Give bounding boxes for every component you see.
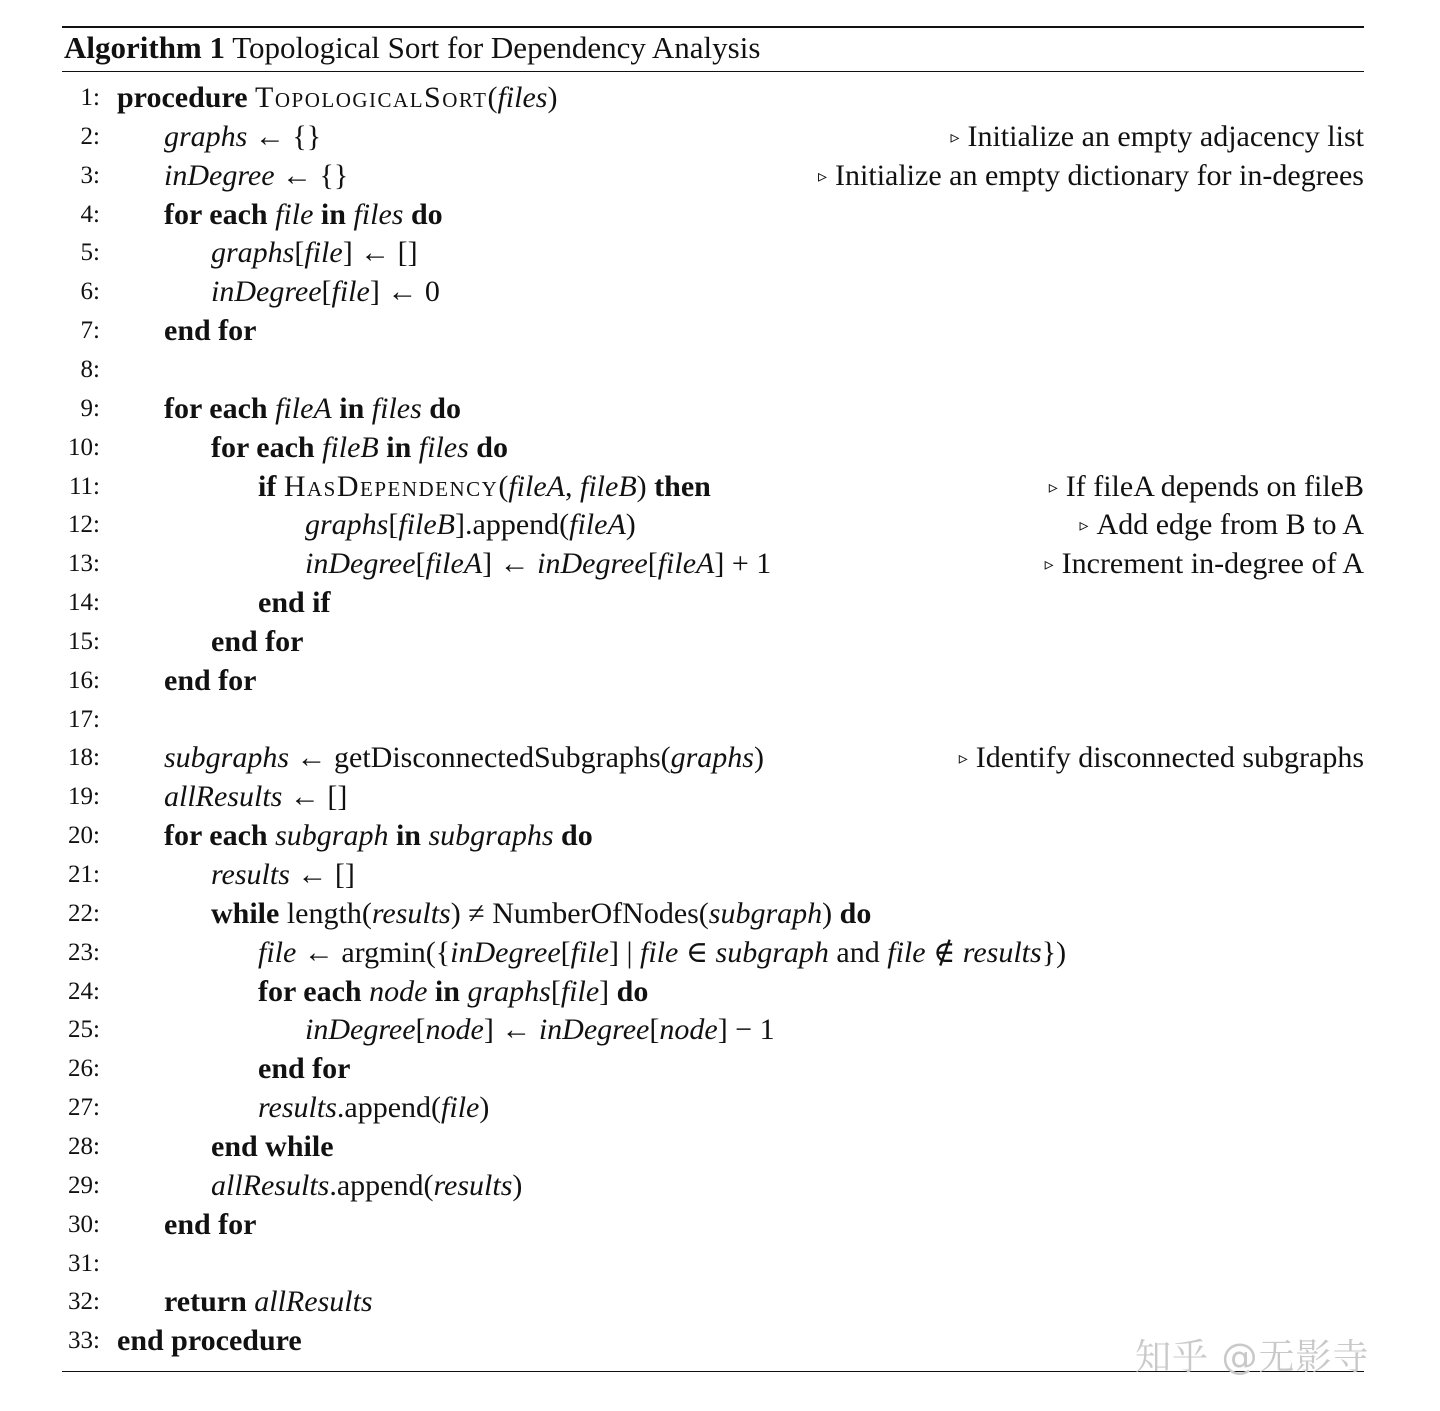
- code-text: ← {}: [247, 119, 322, 153]
- algorithm-line: [0, 544, 1440, 583]
- line-comment: [959, 738, 1364, 781]
- comment-triangle-icon: ▹: [950, 126, 960, 147]
- code-text: [: [647, 547, 658, 581]
- algorithm-caption: [64, 27, 760, 69]
- line-code: [164, 777, 347, 816]
- code-text: [268, 198, 276, 231]
- variable: inDegree: [211, 275, 322, 309]
- variable: fileB: [398, 508, 456, 542]
- line-code: [164, 1282, 373, 1321]
- code-text: ] + 1: [714, 547, 772, 581]
- line-code: [305, 1010, 775, 1049]
- code-text: [313, 198, 321, 231]
- line-number: 22:: [68, 899, 100, 927]
- keyword: for each: [211, 430, 315, 464]
- algorithm-line: [0, 855, 1440, 894]
- algorithm-line: [0, 78, 1440, 117]
- variable: fileA: [425, 547, 483, 581]
- line-number: 25:: [68, 1016, 100, 1044]
- algorithm-line: [0, 428, 1440, 467]
- code-text: [: [321, 275, 332, 309]
- variable: graphs: [305, 508, 389, 542]
- keyword: end while: [211, 1129, 334, 1163]
- variable: inDegree: [305, 1013, 416, 1047]
- line-code: [305, 544, 771, 583]
- code-text: (: [487, 81, 498, 114]
- line-number: 9:: [80, 394, 100, 422]
- code-text: [248, 81, 256, 114]
- algorithm-line: [0, 467, 1440, 506]
- variable: fileB: [322, 430, 379, 464]
- line-code: [258, 972, 648, 1011]
- zhihu-watermark: 知乎 @无影寺: [1135, 1337, 1370, 1378]
- code-text: ] ← 0: [369, 275, 440, 309]
- variable: file: [560, 974, 600, 1008]
- line-number: 28:: [68, 1132, 100, 1160]
- keyword: do: [839, 896, 872, 930]
- line-code: [211, 272, 440, 311]
- variable: graphs: [164, 119, 248, 153]
- line-code: [164, 389, 461, 428]
- line-number: 26:: [68, 1055, 100, 1083]
- algorithm-line: [0, 933, 1440, 972]
- line-code: [258, 1049, 351, 1088]
- comment-triangle-icon: ▹: [958, 748, 968, 769]
- code-text: ): [625, 508, 636, 542]
- line-number: 30:: [68, 1210, 100, 1238]
- keyword: end for: [211, 624, 304, 658]
- line-code: [258, 583, 331, 622]
- line-number: 20:: [68, 822, 100, 850]
- code-text: ] ←: [482, 547, 538, 581]
- line-code: [211, 855, 355, 894]
- variable: fileA: [569, 508, 626, 542]
- line-number: 11:: [68, 472, 100, 500]
- variable: inDegree: [305, 547, 416, 581]
- keyword: in: [339, 391, 365, 425]
- code-text: and: [828, 935, 888, 969]
- line-code: [164, 117, 321, 156]
- code-text: ← {}: [274, 158, 349, 192]
- line-number: 5:: [80, 239, 100, 267]
- keyword: do: [410, 197, 443, 231]
- algorithm-line: [0, 583, 1440, 622]
- keyword: for each: [164, 819, 268, 853]
- keyword: do: [429, 391, 461, 425]
- variable: files: [371, 391, 422, 425]
- code-text: ] |: [609, 935, 640, 969]
- procedure-name: TopologicalSort: [255, 81, 488, 114]
- code-text: [: [415, 547, 426, 581]
- variable: inDegree: [164, 158, 275, 192]
- line-number: 6:: [80, 278, 100, 306]
- keyword: for each: [258, 974, 362, 1008]
- line-comment: [1079, 505, 1364, 548]
- code-text: [268, 392, 276, 425]
- algorithm-line: [0, 311, 1440, 350]
- line-comment: [950, 117, 1364, 160]
- variable: node: [659, 1013, 718, 1047]
- line-number: 33:: [68, 1327, 100, 1355]
- line-code: [164, 156, 348, 195]
- keyword: for each: [164, 391, 268, 425]
- code-text: ← []: [289, 858, 355, 891]
- comment-text: Increment in-degree of A: [1061, 547, 1364, 581]
- line-number: 4:: [80, 200, 100, 228]
- line-code: [164, 195, 443, 234]
- algorithm-line: [0, 272, 1440, 311]
- variable: results: [371, 896, 451, 930]
- line-number: 14:: [68, 589, 100, 617]
- line-code: [164, 816, 593, 855]
- line-number: 10:: [68, 433, 100, 461]
- variable: file: [441, 1091, 480, 1125]
- keyword: in: [386, 430, 412, 464]
- code-text: ← getDisconnectedSubgraphs(: [289, 741, 671, 775]
- code-text: ∈: [678, 935, 716, 969]
- line-number: 32:: [68, 1288, 100, 1316]
- line-code: [258, 1088, 489, 1127]
- line-number: 13:: [68, 550, 100, 578]
- line-number: 8:: [80, 355, 100, 383]
- algorithm-line: [0, 389, 1440, 428]
- variable: results: [258, 1091, 337, 1125]
- keyword: return: [164, 1285, 247, 1319]
- algorithm-line: [0, 505, 1440, 544]
- algorithm-line: [0, 622, 1440, 661]
- line-number: 19:: [68, 783, 100, 811]
- algorithm-line: [0, 350, 1440, 389]
- variable: file: [275, 197, 314, 231]
- code-text: [403, 198, 411, 231]
- code-text: ] − 1: [717, 1013, 775, 1047]
- line-number: 15:: [68, 627, 100, 655]
- line-code: [117, 78, 557, 117]
- line-number: 3:: [80, 161, 100, 189]
- line-code: [211, 1166, 522, 1205]
- variable: inDegree: [538, 1013, 650, 1047]
- code-text: [: [560, 935, 571, 969]
- code-text: [388, 819, 396, 852]
- code-text: (: [498, 469, 509, 503]
- line-number: 1:: [80, 84, 100, 111]
- algorithm-line: [0, 738, 1440, 777]
- variable: subgraph: [708, 896, 823, 930]
- variable: results: [962, 935, 1042, 969]
- line-number: 7:: [80, 317, 100, 345]
- code-text: ): [636, 469, 655, 503]
- line-code: [258, 467, 711, 506]
- code-text: ← argmin({: [296, 935, 451, 969]
- keyword: procedure: [117, 81, 248, 114]
- variable: file: [887, 935, 926, 969]
- variable: results: [211, 858, 290, 891]
- code-text: ): [547, 81, 558, 114]
- comment-triangle-icon: ▹: [1048, 476, 1058, 497]
- keyword: do: [561, 819, 593, 853]
- variable: file: [331, 275, 370, 309]
- line-code: [258, 933, 1066, 972]
- code-text: .append(: [336, 1091, 442, 1125]
- line-number: 24:: [68, 977, 100, 1005]
- caption-rule: [62, 71, 1364, 72]
- algorithm-line: [0, 972, 1440, 1011]
- algorithm-line: [0, 1049, 1440, 1088]
- comment-text: Initialize an empty adjacency list: [967, 119, 1364, 153]
- code-text: [411, 431, 419, 464]
- line-number: 29:: [68, 1171, 100, 1199]
- procedure-name: HasDependency: [283, 469, 499, 503]
- variable: graphs: [211, 236, 295, 270]
- line-number: 31:: [68, 1249, 100, 1277]
- code-text: [268, 819, 276, 852]
- algorithm-line: [0, 777, 1440, 816]
- line-code: [211, 233, 418, 272]
- variable: files: [353, 197, 404, 231]
- variable: files: [418, 430, 469, 464]
- keyword: do: [476, 430, 508, 464]
- variable: fileA: [275, 391, 332, 425]
- variable: subgraphs: [428, 819, 554, 853]
- keyword: end for: [258, 1052, 351, 1086]
- code-text: [: [415, 1013, 426, 1047]
- variable: graphs: [467, 974, 551, 1008]
- algorithm-line: [0, 661, 1440, 700]
- code-text: [: [550, 974, 561, 1008]
- variable: fileB: [580, 469, 637, 503]
- keyword: end for: [164, 663, 257, 697]
- code-text: ← []: [282, 780, 348, 814]
- code-text: ∉: [925, 935, 963, 969]
- variable: subgraph: [275, 819, 389, 853]
- code-text: length(: [279, 896, 372, 930]
- comment-text: Identify disconnected subgraphs: [975, 741, 1364, 775]
- line-code: [305, 505, 636, 544]
- algorithm-line: [0, 1010, 1440, 1049]
- variable: inDegree: [450, 935, 561, 969]
- variable: node: [369, 974, 428, 1008]
- keyword: end for: [164, 314, 257, 348]
- algorithm-line: [0, 1088, 1440, 1127]
- code-text: [: [294, 236, 305, 270]
- algorithm-line: [0, 700, 1440, 739]
- line-number: 23:: [68, 938, 100, 966]
- code-text: .append(: [329, 1168, 434, 1202]
- line-code: [211, 1127, 334, 1166]
- variable: results: [433, 1168, 513, 1202]
- comment-triangle-icon: ▹: [817, 165, 828, 186]
- algorithm-line: [0, 195, 1440, 234]
- line-number: 27:: [68, 1094, 100, 1122]
- code-text: ,: [565, 469, 580, 503]
- algorithm-label: Algorithm 1: [64, 30, 226, 65]
- line-comment: [1045, 544, 1364, 587]
- keyword: then: [654, 469, 711, 503]
- code-text: }): [1041, 935, 1067, 969]
- code-text: [315, 431, 323, 464]
- variable: files: [497, 81, 548, 114]
- line-code: [117, 1321, 302, 1360]
- variable: file: [304, 236, 343, 270]
- code-text: [427, 975, 435, 1008]
- algorithm-line: [0, 233, 1440, 272]
- keyword: end if: [258, 586, 331, 620]
- keyword: end for: [164, 1207, 257, 1241]
- comment-text: If fileA depends on fileB: [1065, 469, 1364, 503]
- keyword: do: [616, 974, 649, 1008]
- comment-triangle-icon: ▹: [1044, 554, 1054, 575]
- line-number: 18:: [68, 744, 100, 772]
- code-text: ): [822, 896, 840, 930]
- line-code: [164, 1205, 257, 1244]
- line-comment: [818, 156, 1364, 199]
- variable: allResults: [211, 1168, 330, 1202]
- code-text: ): [753, 741, 764, 775]
- line-number: 2:: [80, 122, 100, 150]
- keyword: in: [434, 974, 460, 1008]
- algorithm-line: [0, 894, 1440, 933]
- variable: file: [258, 935, 297, 969]
- line-code: [164, 311, 257, 350]
- line-code: [211, 622, 304, 661]
- keyword: if: [258, 469, 277, 503]
- line-code: [164, 661, 257, 700]
- code-text: ) ≠ NumberOfNodes(: [450, 896, 709, 930]
- code-text: ): [479, 1091, 490, 1125]
- algorithm-line: [0, 1244, 1440, 1283]
- algorithm-line: [0, 1127, 1440, 1166]
- code-text: [362, 975, 370, 1008]
- code-text: ] ←: [483, 1013, 539, 1047]
- line-comment: [1049, 467, 1364, 510]
- algorithm-line: [0, 117, 1440, 156]
- comment-triangle-icon: ▹: [1079, 515, 1089, 536]
- variable: allResults: [164, 780, 283, 814]
- code-text: [: [388, 508, 399, 542]
- keyword: in: [395, 819, 421, 853]
- keyword: while: [211, 896, 280, 930]
- variable: file: [570, 935, 609, 969]
- code-text: [: [649, 1013, 660, 1047]
- variable: subgraphs: [164, 741, 290, 775]
- keyword: for each: [164, 197, 268, 231]
- keyword: in: [320, 197, 346, 231]
- algorithm-line: [0, 1282, 1440, 1321]
- algorithm-line: [0, 1205, 1440, 1244]
- algorithm-line: [0, 156, 1440, 195]
- comment-text: Add edge from B to A: [1096, 508, 1364, 542]
- line-code: [211, 894, 871, 933]
- variable: node: [425, 1013, 484, 1047]
- line-number: 17:: [68, 705, 100, 733]
- code-text: [276, 470, 284, 503]
- variable: allResults: [254, 1285, 373, 1319]
- code-text: ]: [599, 974, 617, 1008]
- code-text: ] ← []: [342, 236, 418, 270]
- variable: graphs: [670, 741, 754, 775]
- keyword: end procedure: [117, 1324, 302, 1358]
- variable: subgraph: [715, 935, 829, 969]
- line-number: 16:: [68, 666, 100, 694]
- code-text: [364, 392, 372, 425]
- variable: fileA: [508, 469, 565, 503]
- algorithm-line: [0, 816, 1440, 855]
- algorithm-title: Topological Sort for Dependency Analysis: [232, 30, 761, 65]
- line-code: [164, 738, 764, 777]
- variable: inDegree: [537, 547, 648, 581]
- variable: file: [640, 935, 679, 969]
- variable: fileA: [657, 547, 715, 581]
- code-text: ].append(: [455, 508, 570, 542]
- code-text: ): [512, 1168, 523, 1202]
- comment-text: Initialize an empty dictionary for in-degrees: [835, 158, 1364, 192]
- algorithm-line: [0, 1166, 1440, 1205]
- line-code: [211, 428, 508, 467]
- code-text: [554, 819, 562, 852]
- line-number: 12:: [68, 511, 100, 539]
- line-number: 21:: [68, 861, 100, 888]
